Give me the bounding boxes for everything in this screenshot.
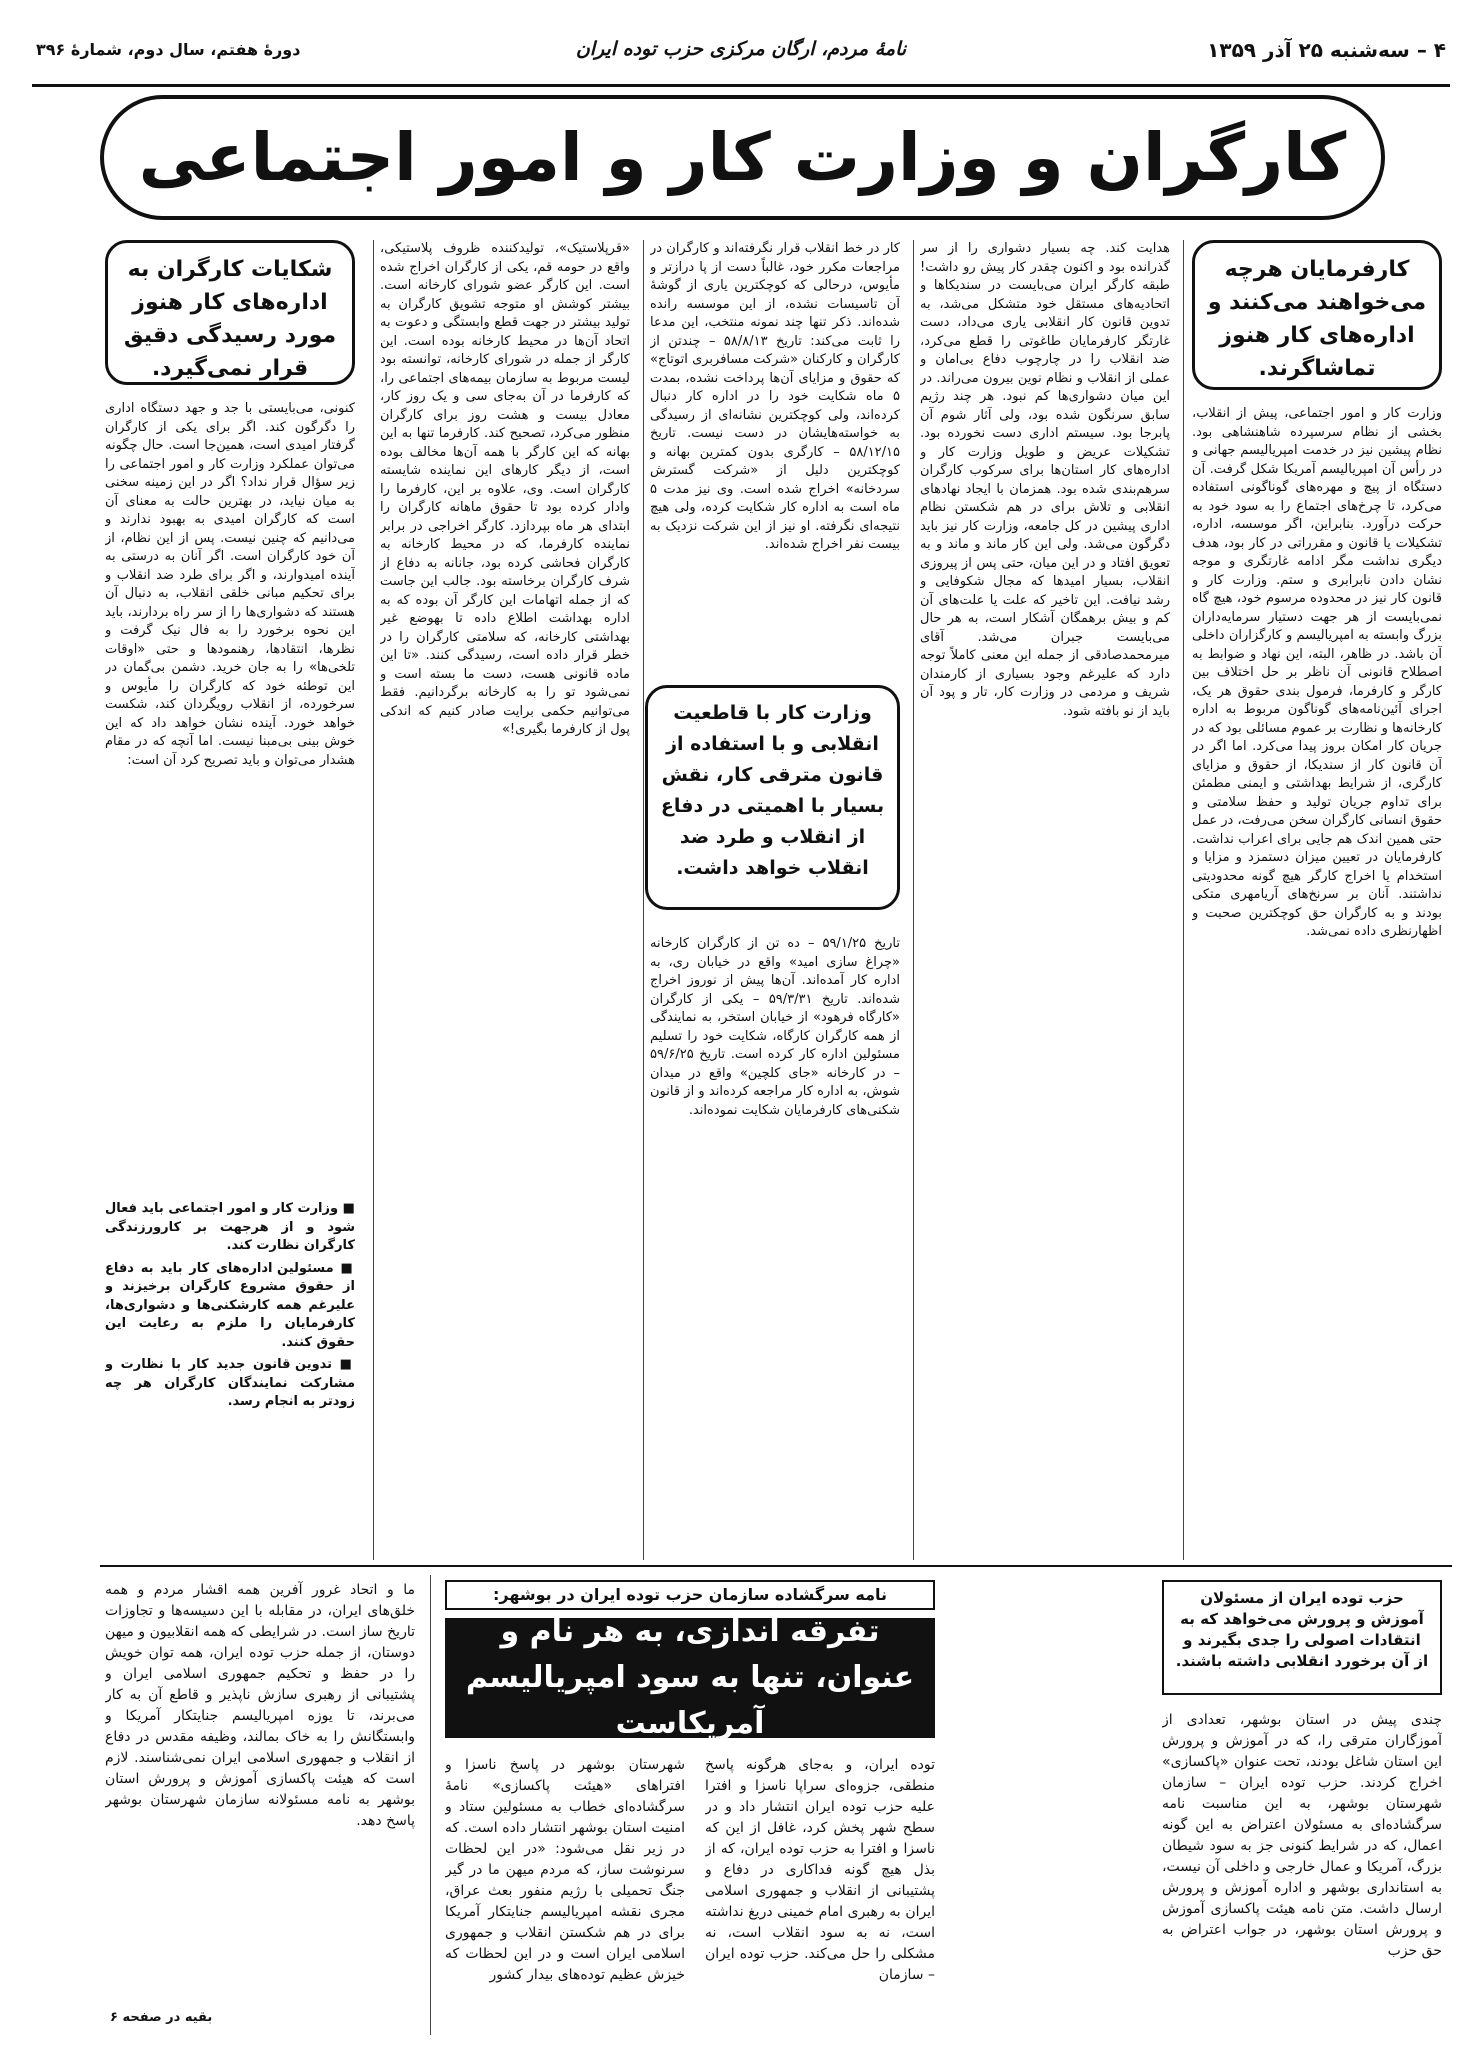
bottom-column-right: چندی پیش در استان بوشهر، تعدادی از آموزگاران مترقی را، که در آموزش و پرورش این استان شاغل بودند، تحت عنوان «پاکسازی» اخراج کردند. حزب توده ایران – سازمان شهرستان بوشهر، به این مناسبت نامه سرگشاده‌ای به مسئولان اعتراض به این گونه اعمال، که در شرایط کنونی جز به سود شیطان بزرگ، آمریکا و عمال خارجی و داخلی آن نیست، به استانداری بوشهر و اداره آموزش و پرورش ارسال داشت. متن نامه هیئت پاکسازی آموزش و پرورش استان بوشهر، در جواب اعتراض به حق حزب bbox=[1162, 1712, 1442, 1959]
header-rule bbox=[32, 84, 1450, 87]
column-1 bbox=[1192, 405, 1442, 1560]
section-divider bbox=[100, 1565, 1452, 1567]
box-employers bbox=[1192, 240, 1442, 390]
column-3b bbox=[650, 935, 900, 1560]
issue-number: دورهٔ هفتم، سال دوم، شمارهٔ ۳۹۶ bbox=[36, 40, 301, 59]
box-ministry-text: وزارت کار با قاطعیت انقلابی و با استفاده از قانون مترقی کار، نقش بسیار با اهمیتی در دفاع از انقلاب و طرد ضد انقلاب خواهد داشت. bbox=[660, 702, 885, 879]
column-2-text: هدایت کند. چه بسیار دشواری را از سر گذرانده بود و اکنون چقدر کار پیش رو داشت! طبقه کارگر ایران می‌بایست در سندیکاها و اتحادیه‌های مستقل خود متشکل می‌شد، به تدوین قانون کار انقلابی یاری می‌داد، دست غارتگر کارفرمایان طاغوتی را قطع می‌کرد، ضد انقلاب را در چارچوب دفاع بی‌امان و عملی از انقلاب و نظام نوین بیرون می‌راند. در این میان دشواری‌ها کم نبود. هر چند رژیم سابق سرنگون شده بود، ولی آثار شوم آن پابرجا بود. سیستم اداری دست نخورده بود. تشکیلات عریض و طویل وزارت کار و اداره‌های کار استان‌ها برای سرکوب کارگران سرهم‌بندی شده بود. همزمان با ایجاد نهادهای انقلابی و تلاش برای در هم شکستن نظام اداری پیشین در کل جامعه، وزارت کار نیز باید دگرگون می‌شد. ولی این کار ماند و ماند و به تعویق افتاد و در این میان، حتی پس از پیروزی انقلاب، بسیار امیدها که مجال شکوفایی و رشد نیافت. این تاخیر که علت یا علت‌های آن کم و بیش برهمگان آشکار است، به هر حال می‌بایست جبران می‌شد. آقای میرمحمدصادقی از جمله این معنی کاملاً توجه دارد که علیرغم وجود بسیاری از کارمندان شریف و مردمی در وزارت کار، تار و پود آن باید از نو بافته شود. bbox=[920, 241, 1170, 719]
divider bbox=[643, 240, 644, 1560]
column-3b-text: تاریخ ۵۹/۱/۲۵ – ده تن از کارگران کارخانه «چراغ سازی امید» واقع در خیابان ری، به اداره کار آمده‌اند. آن‌ها پیش از نوروز اخراج شده‌اند. تاریخ ۵۹/۳/۳۱ – یکی از کارگران «کارگاه فرهود» از خیابان استخر، به نمایندگی از همه کارگران کارگاه، شکایت خود را تسلیم مسئولین اداره کار کرده است. تاریخ ۵۹/۶/۲۵ – در کارخانه «جای کلچین» واقع در میدان شوش، به اداره کار مراجعه کرده‌اند و از قانون شکنی‌های کارفرمایان شکایت نموده‌اند. bbox=[650, 936, 900, 1118]
column-2 bbox=[920, 240, 1170, 1560]
divider bbox=[373, 240, 374, 1560]
box-employers-text: کارفرمایان هرچه می‌خواهند می‌کنند و اداره‌های کار هنوز تماشاگرند. bbox=[1207, 257, 1427, 381]
bottom-column-left: ما و اتحاد غرور آفرین همه اقشار مردم و همه خلق‌های ایران، در مقابله با این دسیسه‌ها و تجاوزات تاریخ ساز است. در شرایطی که همه انقلابیون و میهن دوستان، از جمله حزب توده ایران، همه توان خویش را در حفظ و تحکیم جمهوری اسلامی ایران و پشتیبانی از رهبری سازش ناپذیر و قاطع آن به کار می‌برند، تا یوزه امپریالیسم جنایتکار آمریکا و وابستگانش را به خاک بمالند، وظیفه مقدس در دفاع از انقلاب و جمهوری اسلامی ایران نمی‌شناسند. لازم است که هیئت پاکسازی آموزش و پرورش استان بوشهر به نامه مسئولانه سازمان شهرستان بوشهر پاسخ دهد. bbox=[105, 1582, 415, 1829]
page-date: ۴ – سه‌شنبه ۲۵ آذر ۱۳۵۹ bbox=[1207, 38, 1446, 62]
bottom-column-mid1: توده ایران، و به‌جای هرگونه پاسخ منطقی، جزوه‌ای سراپا ناسزا و افترا علیه حزب توده ایران انتشار داد و در سطح شهر پخش کرد، غافل از این که ناسزا و افترا به حزب توده ایران، که از بذل هیچ گونه فداکاری در دفاع و پشتیبانی از انقلاب و جمهوری اسلامی ایران به رهبری امام خمینی دریغ نداشته است، نه به سود انقلاب است، نه مشکلی را حل می‌کند. حزب توده ایران – سازمان bbox=[705, 1757, 935, 1983]
header-bar bbox=[30, 30, 1452, 82]
letter-title-box bbox=[445, 1614, 935, 1741]
demand-item: ■ تدوین قانون جدید کار با نظارت و مشارکت نمایندگان کارگران هر چه زودتر به انجام رسد. bbox=[105, 1357, 355, 1409]
column-1-text: وزارت کار و امور اجتماعی، پیش از انقلاب، بخشی از نظام سرسپرده شاهنشاهی بود. نظام پیشین نیز در خدمت امپریالیسم جهانی و در رأس آن امپریالیسم آمریکا شکل گرفت. آن دستگاه از پیچ و مهره‌های گوناگونی استفاده می‌کرد، تا چرخ‌های اجتماع را به سود خود به حرکت درآورد. بنابراین، اگر موسسه، اداره، تشکیلات یا قانون و مقرراتی در کار بود، هدف دیگری نداشت مگر ادامه غارتگری و موجه نشان دادن نابرابری و ستم. وزارت کار و قانون کار نیز در محدوده مرسوم خود، هیچ گاه نمی‌بایست از هر جهت دستیار سرمایه‌داران بزرگ وابسته به امپریالیسم و کارگزاران داخلی آن باشد. در ظاهر، البته، این نهاد و ضوابط به اصطلاح قانونی آن ناظر بر حل اختلاف بین کارگر و کارفرما، فرمول بندی حقوق هر یک، اجرای آئین‌نامه‌های گوناگون مربوط به اداره کارخانه‌ها و نظارت بر عموم مسائلی بود که در جریان کار امکان بروز پیدا می‌کرد. اما اگر در آن قانون کار از سندیکا، از حقوق و مزایای کارگری، از شرایط بهداشتی و ایمنی مطمئن برای تداوم جریان تولید و حفظ سلامتی و حقوق انسانی کارگران سخن می‌رفت، در عمل حتی همین اندک هم جایی برای اعراب نداشت. کارفرمایان در تعیین میزان دستمزد و مزایا و استخدام یا اخراج کارگر هیچ گونه محدودیتی نداشتند. آنان بر سرنخ‌های آریامهری متکی بودند و به کارگران حق کوچکترین صحبت و اظهارنظری داده نمی‌شد. bbox=[1192, 406, 1442, 939]
divider bbox=[1183, 240, 1184, 1560]
divider bbox=[913, 240, 914, 1560]
box-party-statement: حزب توده ایران از مسئولان آموزش و پرورش می‌خواهد که به انتقادات اصولی را جدی بگیرند و از آن برخورد انقلابی داشته باشند. bbox=[1162, 1580, 1442, 1695]
bottom-column-mid2: شهرستان بوشهر در پاسخ ناسزا و افتراهای «هیئت پاکسازی» نامهٔ سرگشاده‌ای خطاب به مسئولین ستاد و امنیت استان بوشهر انتشار داده است. که در زیر نقل می‌شود: «در این لحظات سرنوشت ساز، که مردم میهن ما در گیر جنگ تحمیلی با رژیم منفور بعث عراق، مجری نقشه امپریالیسم جنایتکار آمریکا برای در هم شکستن انقلاب و جمهوری اسلامی ایران است و در این لحظات که خیزش عظیم توده‌های بیدار کشور bbox=[445, 1757, 685, 1983]
continued-note: بقیه در صفحه ۶ bbox=[110, 2010, 213, 2025]
box-complaints-text: شکایات کارگران به اداره‌های کار هنوز مورد رسیدگی دقیق قرار نمی‌گیرد. bbox=[123, 257, 337, 381]
banner-title: کارگران و وزارت کار و امور اجتماعی bbox=[138, 119, 1347, 196]
column-5-demands bbox=[105, 1200, 355, 1560]
divider bbox=[430, 1575, 431, 2035]
banner bbox=[100, 95, 1385, 220]
column-4-text: «قرپلاستیک»، تولیدکننده ظروف پلاستیکی، واقع در حومه قم، یکی از کارگران اخراج شده است. این کارگر عضو شورای کارخانه است. بیشتر کوشش او متوجه تشویق کارگران به تولید بیشتر در جهت قطع وابستگی و دعوت به اتحاد آن‌ها در محیط کارخانه بوده است. این کارگر از جمله در شورای کارخانه، توانسته بود لیست مربوط به سازمان بیمه‌های اجتماعی را، که کارفرما در آن به‌جای سی و یک روز کار، معادل بیست و هشت روز برای کارگران منظور می‌کرد، تصحیح کند. کارفرما تنها به این بهانه که این کارگر با همه آن‌ها مخالف بوده است، از دیگر کارهای این نماینده شایسته کارگران است. وی، علاوه بر این، کارفرما را وادار کرده بود تا حقوق ماهانه کارگران را ابتدای هر ماه بپردازد. کارگر اخراجی در برابر نماینده کارفرما، که در محیط کارخانه به کارگران فحاشی کرده بود، جانانه به دفاع از شرف کارگران برخاسته بود. جالب این جاست که از جمله اتهامات این کارگر آن بوده که به اداره بهداشت اطلاع داده تا بهوضع غیر بهداشتی کارخانه، که سلامتی کارگران را در خطر قرار داده است، رسیدگی کنند. «تا این ماده قانونی هست، دست ما بسته است و نمی‌شود تو را به کارخانه برگردانیم. فقط می‌توانیم حکمی برایت صادر کنیم که اندکی پول از کارفرما بگیری!» bbox=[380, 241, 630, 737]
demand-item: ■ وزارت کار و امور اجتماعی باید فعال شود و از هرجهت بر کارورزندگی کارگران نظارت کند. bbox=[105, 1201, 355, 1253]
column-3 bbox=[650, 240, 900, 665]
column-5-text: کنونی، می‌بایستی با جد و جهد دستگاه اداری را دگرگون کند. اگر برای یکی از کارگران گرفتار امیدی است، همین‌جا است. حال چگونه می‌توان عملکرد وزارت کار و امور اجتماعی را زیر سؤال قرار نداد؟ اگر در این زمینه سخنی به میان نیاید، در بهترین حالت به معنای آن است که کارگران امیدی به بهبود ندارند و می‌دانیم که چنین نیست. پس از این نظام، از آن خود کارگران است. اگر آنان به درستی به آینده امیدوارند، و اگر برای طرد ضد انقلاب و برای تحکیم مبانی خلقی انقلاب، به دنبال آن هستند که دشواری‌ها را از سر راه بردارند، باید این نحوه برخورد را به فال نیک گرفت و نظرها، انتقادها، رهنمودها و حتی «اوقات تلخی‌ها» را به جان خرید. دشمن بی‌گمان در این توطئه خود که کارگران را مأیوس و سرخورده، از انقلاب رویگردان کند، شکست خواهد خورد. آینده نشان خواهد داد که این خوش بینی بی‌مبنا نیست. اما آنچه که در مقام هشدار می‌توان و باید تصریح کرد آن است: bbox=[105, 401, 355, 768]
letter-header: نامه سرگشاده سازمان حزب توده ایران در بوشهر: bbox=[445, 1580, 935, 1610]
box-ministry bbox=[645, 685, 900, 910]
column-4 bbox=[380, 240, 630, 1560]
column-5 bbox=[105, 400, 355, 1190]
column-3-text: کار در خط انقلاب قرار نگرفته‌اند و کارگران در مراجعات مکرر خود، غالباً دست از پا درازتر و مأیوس، درحالی که کوچکترین یاری از گوشهٔ آن تاسیسات نشده، از این موسسه رانده شده‌اند. ذکر تنها چند نمونه منتخب، این مدعا را ثابت می‌کند: تاریخ ۵۸/۸/۱۳ – چندتن از کارگران و کارکنان «شرکت مسافربری اتوتاج» که حقوق و مزایای آن‌ها پرداخت نشده، بمدت ۵ ماه شکایت خود را در اداره کار دنبال کرده‌اند، ولی کوچکترین نشانه‌ای از رسیدگی به خواسته‌هایشان در دست نیست. تاریخ ۵۸/۱۲/۱۵ – کارگری بدون کمترین بهانه و کوچکترین دلیل از «شرکت گسترش سردخانه» اخراج شده است. وی نیز مدت ۵ ماه است به اداره کار شکایت کرده، ولی هیچ نتیجه‌ای نگرفته. او نیز از این شرکت نزدیک به بیست نفر اخراج شده‌اند. bbox=[650, 241, 900, 552]
letter-title: تفرقه اندازی، به هر نام و عنوان، تنها به سود امپریالیسم آمریکاست bbox=[465, 1614, 915, 1741]
masthead: نامهٔ مردم، ارگان مرکزی حزب توده ایران bbox=[575, 38, 907, 60]
demand-item: ■ مسئولین اداره‌های کار باید به دفاع از حقوق مشروع کارگران برخیزند و علیرغم همه کارشکنی‌ها و دشواری‌ها، کارفرمایان را ملزم به رعایت این حقوق کنند. bbox=[105, 1260, 355, 1350]
box-complaints bbox=[105, 240, 355, 385]
